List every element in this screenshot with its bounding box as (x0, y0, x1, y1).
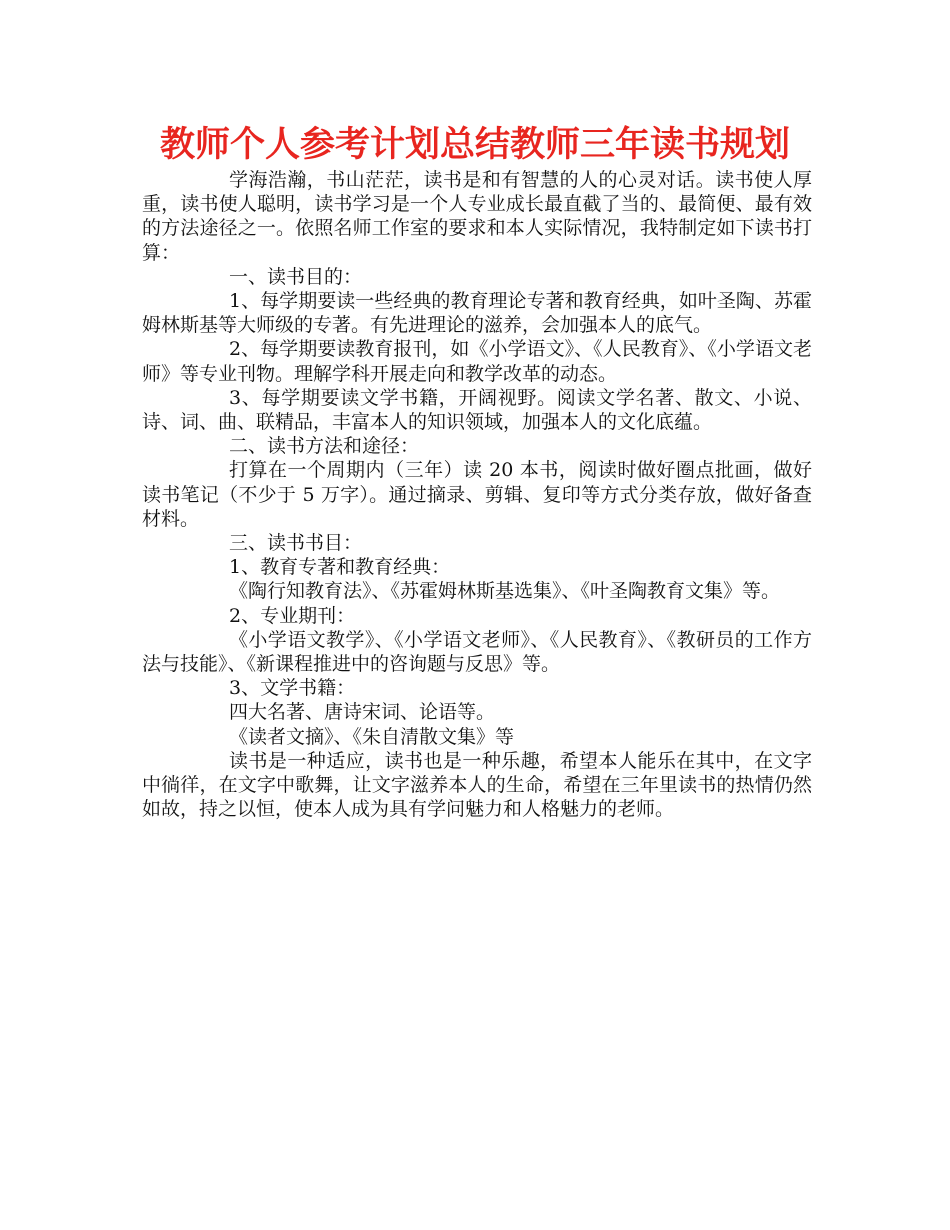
book-category-literature: 3、文学书籍： (229, 677, 356, 700)
document-body (142, 168, 812, 821)
closing-paragraph: 读书是一种适应，读书也是一种乐趣，希望本人能乐在其中，在文字中徜徉，在文字中歌舞，让文字滋养本人的生命，希望在三年里读书的热情仍然如故，持之以恒，使本人成为具有学问魅力和人格魅力的老师。 (142, 749, 812, 821)
book-category-education: 1、教育专著和教育经典： (229, 556, 451, 579)
book-list-literature-1: 四大名著、唐诗宋词、论语等。 (229, 701, 496, 724)
book-list-education: 《陶行知教育法》、《苏霍姆林斯基选集》、《叶圣陶教育文集》等。 (229, 580, 781, 603)
book-list-literature-2: 《读者文摘》、《朱自清散文集》等 (229, 725, 515, 748)
intro-paragraph: 学海浩瀚，书山茫茫，读书是和有智慧的人的心灵对话。读书使人厚重，读书使人聪明，读书学习是一个人专业成长最直截了当的、最简便、最有效的方法途径之一。依照名师工作室的要求和本人实际情况，我特制定如下读书打算： (142, 169, 812, 264)
book-list-journals: 《小学语文教学》、《小学语文老师》、《人民教育》、《教研员的工作方法与技能》、《新课程推进中的咨询题与反思》等。 (142, 628, 812, 676)
goal-item-1: 1、每学期要读一些经典的教育理论专著和教育经典，如叶圣陶、苏霍姆林斯基等大师级的专著。有先进理论的滋养，会加强本人的底气。 (142, 290, 812, 337)
section-heading-reading-methods: 二、读书方法和途径： (229, 435, 420, 458)
goal-item-3: 3、每学期要读文学书籍，开阔视野。阅读文学名著、散文、小说、诗、词、曲、联精品，丰富本人的知识领域，加强本人的文化底蕴。 (142, 386, 812, 434)
methods-paragraph: 打算在一个周期内（三年）读 20 本书，阅读时做好圈点批画，做好读书笔记（不少于 5 万字）。通过摘录、剪辑、复印等方式分类存放，做好备查材料。 (142, 459, 812, 530)
section-heading-book-list: 三、读书书目： (229, 532, 363, 555)
document-title: 教师个人参考计划总结教师三年读书规划 (159, 125, 790, 165)
section-heading-reading-goals: 一、读书目的： (229, 265, 363, 288)
book-category-journals: 2、专业期刊： (229, 604, 356, 627)
goal-item-2: 2、每学期要读教育报刊，如《小学语文》、《人民教育》、《小学语文老师》等专业刊物。理解学科开展走向和教学改革的动态。 (142, 338, 812, 385)
